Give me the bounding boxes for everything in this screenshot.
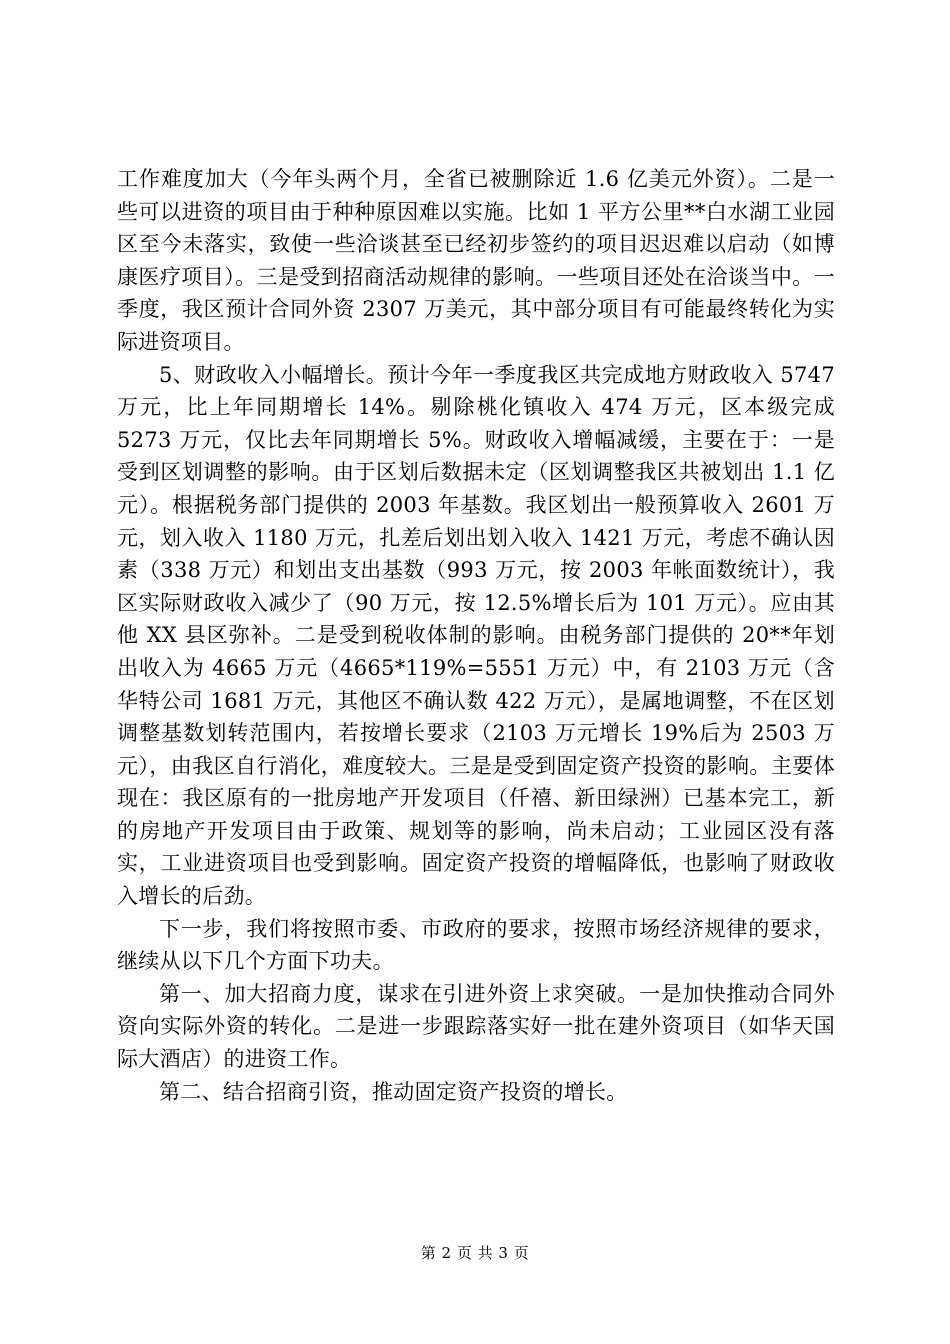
page-footer: 第 2 页 共 3 页 (420, 1244, 530, 1262)
paragraph-next-steps: 下一步，我们将按照市委、市政府的要求，按照市场经济规律的要求，继续从以下几个方面下功夫。 (117, 916, 835, 974)
paragraph-first-measure: 第一、加大招商力度，谋求在引进外资上求突破。一是加快推动合同外资向实际外资的转化。二是进一步跟踪落实好一批在建外资项目（如华天国际大酒店）的进资工作。 (117, 981, 835, 1072)
paragraph-second-measure: 第二、结合招商引资，推动固定资产投资的增长。 (159, 1079, 628, 1104)
document-body (117, 163, 835, 1108)
paragraph-continued: 工作难度加大（今年头两个月，全省已被删除近 1.6 亿美元外资）。二是一些可以进资的项目由于种种原因难以实施。比如 1 平方公里**白水湖工业园区至今未落实，致使一些洽谈甚至已经初步签约的项目迟迟难以启动（如博康医疗项目）。三是受到招商活动规律的影响。一些项目还处在洽谈当中。一季度，我区预计合同外资 2307 万美元，其中部分项目有可能最终转化为实际进资项目。 (117, 167, 835, 354)
paragraph-fiscal-revenue: 5、财政收入小幅增长。预计今年一季度我区共完成地方财政收入 5747 万元，比上年同期增长 14%。剔除桃化镇收入 474 万元，区本级完成 5273 万元，仅比去年同期增长 5%。财政收入增幅减缓，主要在于：一是受到区划调整的影响。由于区划后数据未定（区划调整我区共被划出 1.1 亿元）。根据税务部门提供的 2003 年基数。我区划出一般预算收入 2601 万元，划入收入 1180 万元，扎差后划出划入收入 1421 万元，考虑不确认因素（338 万元）和划出支出基数（993 万元，按 2003 年帐面数统计），我区实际财政收入减少了（90 万元，按 12.5%增长后为 101 万元）。应由其他 XX 县区弥补。二是受到税收体制的影响。由税务部门提供的 20**年划出收入为 4665 万元（4665*119%=5551 万元）中，有 2103 万元（含华特公司 1681 万元，其他区不确认数 422 万元），是属地调整，不在区划调整基数划转范围内，若按增长要求（2103 万元增长 19%后为 2503 万元），由我区自行消化，难度较大。三是是受到固定资产投资的影响。主要体现在：我区原有的一批房地产开发项目（仟禧、新田绿洲）已基本完工，新的房地产开发项目由于政策、规划等的影响，尚未启动；工业园区没有落实，工业进资项目也受到影响。固定资产投资的增幅降低，也影响了财政收入增长的后劲。 (117, 362, 835, 909)
